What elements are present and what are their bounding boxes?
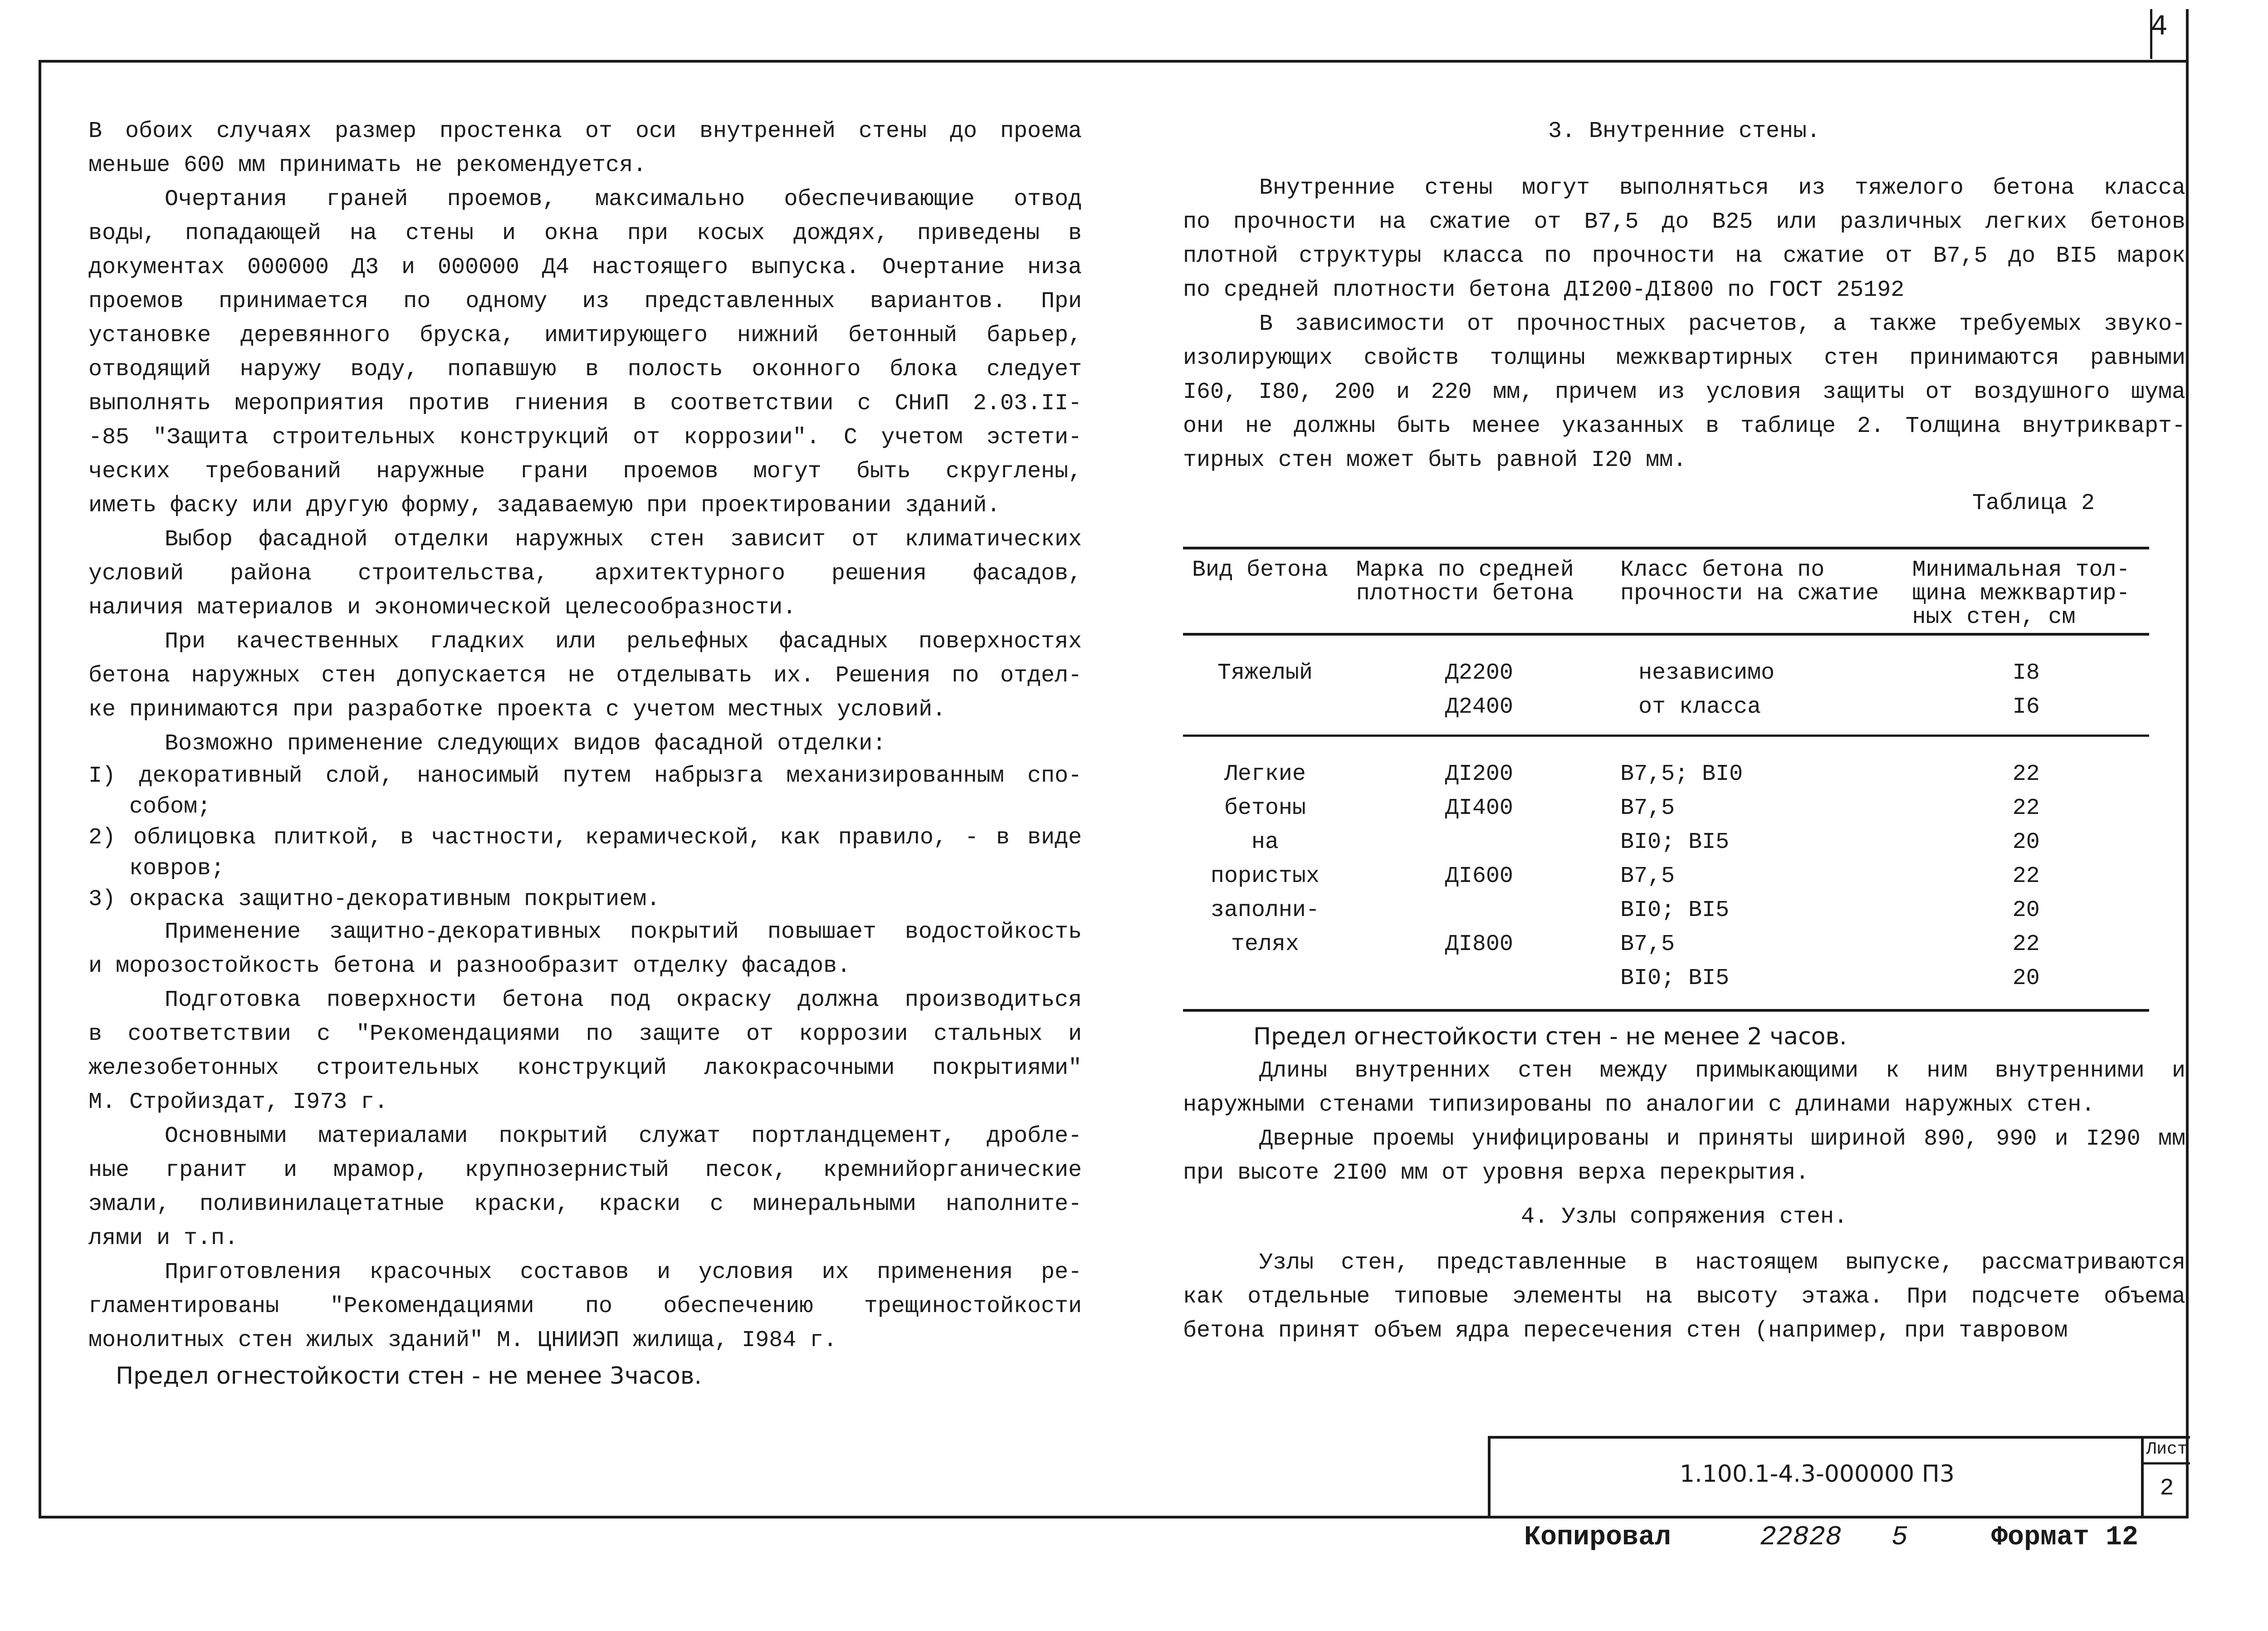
text-line: отводящий наружу воду, попавшую в полость оконного блока следует	[88, 357, 1082, 382]
table-row	[1183, 634, 2149, 690]
table-row	[1183, 893, 2149, 927]
table-row	[1183, 737, 2149, 791]
text-line: плотной структуры класса по прочности на сжатие от В7,5 до ВI5 марок	[1183, 243, 2185, 269]
text-line: Дверные проемы унифицированы и приняты шириной 890, 990 и I290 мм	[1259, 1126, 2185, 1152]
text-line: Подготовка поверхности бетона под окраску должна производиться	[165, 987, 1082, 1013]
cell-type	[1183, 690, 1347, 735]
text-line: В обоих случаях размер простенка от оси внутренней стены до проема	[88, 118, 1082, 144]
document-code: 1.100.1-4.3-000000 П3	[1680, 1460, 1955, 1488]
text-line: При качественных гладких или рельефных фасадных поверхностях	[165, 629, 1082, 655]
cell-thickness: 22	[2012, 863, 2040, 889]
text-line: тирных стен может быть равной I20 мм.	[1183, 447, 1687, 473]
text-line: наружными стенами типизированы по аналогии с длинами наружных стен.	[1183, 1092, 2095, 1118]
cell-class: независимо	[1638, 660, 1775, 686]
frame-left-border	[39, 60, 41, 1518]
text-line: Очертания граней проемов, максимально обеспечивающие отвод	[165, 186, 1082, 212]
cell-class: ВI0; ВI5	[1620, 897, 1730, 923]
text-line: бетона принят объем ядра пересечения стен (например, при тавровом	[1183, 1318, 2068, 1344]
text-line: Выбор фасадной отделки наружных стен зависит от климатических	[165, 527, 1082, 553]
header-density-mark: Марка по средней плотности бетона	[1347, 548, 1611, 634]
footer-copied-label: Копировал	[1524, 1522, 1672, 1553]
concrete-wall-table	[1183, 547, 2149, 1012]
frame-right-border	[2186, 9, 2189, 1518]
cell-mark: ДI200	[1445, 761, 1513, 787]
text-line: Основными материалами покрытий служат портландцемент, дробле-	[165, 1123, 1082, 1149]
cell-thickness: I8	[2012, 660, 2040, 686]
table-row	[1183, 825, 2149, 859]
text-line: они не должны быть менее указанных в таблице 2. Толщина внутрикварт-	[1183, 413, 2185, 439]
text-line: меньше 600 мм принимать не рекомендуется.	[88, 152, 647, 178]
text-line: Узлы стен, представленные в настоящем выпуске, рассматриваются	[1259, 1249, 2185, 1276]
cell-mark: ДI600	[1445, 863, 1513, 889]
text-line: иметь фаску или другую форму, задаваемую при проектировании зданий.	[88, 493, 1001, 519]
cell-thickness: 20	[2012, 897, 2040, 923]
header-concrete-type: Вид бетона	[1183, 548, 1347, 634]
cell-type: бетоны	[1224, 795, 1306, 821]
cell-mark	[1347, 961, 1611, 1009]
cell-type: заполни-	[1210, 897, 1320, 923]
table-row	[1183, 927, 2149, 961]
text-line: монолитных стен жилых зданий" М. ЦНИИЭП жилища, I984 г.	[88, 1327, 837, 1353]
text-line: М. Стройиздат, I973 г.	[88, 1089, 388, 1115]
footer-copy-digit: 5	[1892, 1522, 1908, 1553]
cell-type: Легкие	[1224, 761, 1306, 787]
text-line: В зависимости от прочностных расчетов, а также требуемых звуко-	[1259, 311, 2185, 337]
cell-mark	[1347, 893, 1611, 927]
text-line: как отдельные типовые элементы на высоту этажа. При подсчете объема	[1183, 1283, 2185, 1310]
text-line: гламентированы "Рекомендациями по обеспечению трещиностойкости	[88, 1293, 1082, 1319]
cell-thickness: 22	[2012, 761, 2040, 787]
text-line: изолирующих свойств толщины межквартирных стен принимаются равными	[1183, 345, 2185, 371]
cell-type	[1183, 961, 1347, 1009]
text-line: Применение защитно-декоративных покрытий повышает водостойкость	[165, 919, 1082, 945]
text-line: ке принимаются при разработке проекта с учетом местных условий.	[88, 697, 946, 723]
table-header-row	[1183, 548, 2149, 634]
text-line: воды, попадающей на стены и окна при косых дождях, приведены в	[88, 220, 1082, 246]
text-line: ные гранит и мрамор, крупнозернистый песок, кремнийорганические	[88, 1157, 1082, 1183]
cell-mark: Д2400	[1445, 694, 1513, 720]
text-line: и морозостойкость бетона и разнообразит отделку фасадов.	[88, 953, 851, 979]
table-caption: Таблица 2	[1972, 490, 2095, 516]
text-line: документах 000000 Д3 и 000000 Д4 настоящего выпуска. Очертание низа	[88, 255, 1082, 280]
left-column	[88, 114, 1082, 1393]
sheet-value: 2	[2160, 1475, 2174, 1502]
text-line: железобетонных строительных конструкций лакокрасочными покрытиями"	[88, 1055, 1082, 1081]
text-line: Приготовления красочных составов и условия их применения ре-	[165, 1259, 1082, 1285]
cell-class: ВI0; ВI5	[1620, 965, 1730, 991]
cell-class: ВI0; ВI5	[1620, 829, 1730, 855]
text-line: при высоте 2I00 мм от уровня верха перекрытия.	[1183, 1160, 1809, 1186]
right-column	[1183, 114, 2185, 1348]
header-strength-class: Класс бетона по прочности на сжатие	[1611, 548, 1903, 634]
title-block	[1488, 1436, 2144, 1518]
text-line: по средней плотности бетона ДI200-ДI800 по ГОСТ 25192	[1183, 277, 1905, 303]
cell-thickness: 20	[2012, 965, 2040, 991]
section-3-title: 3. Внутренние стены.	[1548, 118, 1821, 144]
fire-resistance-note: Предел огнестойкости стен - не менее 3часов.	[116, 1362, 702, 1390]
cell-mark: Д2200	[1445, 660, 1513, 686]
sheet-divider	[2144, 1462, 2190, 1464]
text-line: Внутренние стены могут выполняться из тяжелого бетона класса	[1259, 175, 2185, 201]
text-line: ческих требований наружные грани проемов могут быть скруглены,	[88, 459, 1082, 485]
frame-top-border	[39, 60, 2189, 63]
text-line: условий района строительства, архитектурного решения фасадов,	[88, 561, 1082, 587]
cell-thickness: I6	[2012, 694, 2040, 720]
fire-resistance-note: Предел огнестойкости стен - не менее 2 часов.	[1253, 1023, 1847, 1050]
table-row	[1183, 791, 2149, 825]
list-item: I) декоративный слой, наносимый путем набрызга механизированным спо-собом;	[88, 763, 1082, 820]
text-line: Возможно применение следующих видов фасадной отделки:	[165, 731, 886, 757]
cell-class: В7,5	[1620, 863, 1675, 889]
text-line: проемов принимается по одному из представленных вариантов. При	[88, 289, 1082, 314]
cell-class: В7,5	[1620, 931, 1675, 957]
section-4-title: 4. Узлы сопряжения стен.	[1520, 1204, 1848, 1230]
cell-type: пористых	[1210, 863, 1320, 889]
cell-mark: ДI800	[1445, 931, 1513, 957]
corner-sheet-number: 4	[2151, 10, 2168, 41]
table-row	[1183, 859, 2149, 893]
text-line: эмали, поливинилацетатные краски, краски с минеральными наполните-	[88, 1191, 1082, 1217]
footer-format-label: Формат 12	[1991, 1522, 2139, 1553]
cell-class: В7,5; ВI0	[1620, 761, 1743, 787]
text-line: установке деревянного бруска, имитирующего нижний бетонный барьер,	[88, 323, 1082, 348]
text-line: I60, I80, 200 и 220 мм, причем из условия защиты от воздушного шума	[1183, 379, 2185, 405]
text-line: бетона наружных стен допускается не отделывать их. Решения по отдел-	[88, 663, 1082, 689]
table-row	[1183, 690, 2149, 735]
text-line: в соответствии с "Рекомендациями по защите от коррозии стальных и	[88, 1021, 1082, 1047]
cell-type: телях	[1231, 931, 1299, 957]
cell-thickness: 20	[2012, 829, 2040, 855]
text-line: по прочности на сжатие от В7,5 до В25 или различных легких бетонов	[1183, 209, 2185, 235]
text-line: выполнять мероприятия против гниения в соответствии с СНиП 2.03.II-	[88, 391, 1082, 416]
sheet-box	[2141, 1436, 2190, 1518]
text-line: -85 "Защита строительных конструкций от коррозии". С учетом эстети-	[88, 425, 1082, 451]
cell-class: В7,5	[1620, 795, 1675, 821]
cell-mark	[1347, 825, 1611, 859]
list-item: 2) облицовка плиткой, в частности, керамической, как правило, - в виде ковров;	[88, 825, 1082, 882]
footer-copy-number: 22828	[1760, 1522, 1842, 1553]
sheet-label: Лист	[2146, 1440, 2188, 1459]
list-item: 3) окраска защитно-декоративным покрытием.	[88, 887, 660, 912]
cell-class: от класса	[1638, 694, 1761, 720]
cell-thickness: 22	[2012, 795, 2040, 821]
text-line: наличия материалов и экономической целесообразности.	[88, 595, 797, 621]
cell-mark: ДI400	[1445, 795, 1513, 821]
cell-type: на	[1251, 829, 1279, 855]
text-line: Длины внутренних стен между примыкающими к ним внутренними и	[1259, 1058, 2185, 1084]
text-line: лями и т.п.	[88, 1225, 239, 1251]
header-min-thickness: Минимальная тол-щина межквартир-ных стен, см	[1903, 548, 2149, 634]
cell-type: Тяжелый	[1217, 660, 1313, 686]
cell-thickness: 22	[2012, 931, 2040, 957]
table-row	[1183, 961, 2149, 1009]
